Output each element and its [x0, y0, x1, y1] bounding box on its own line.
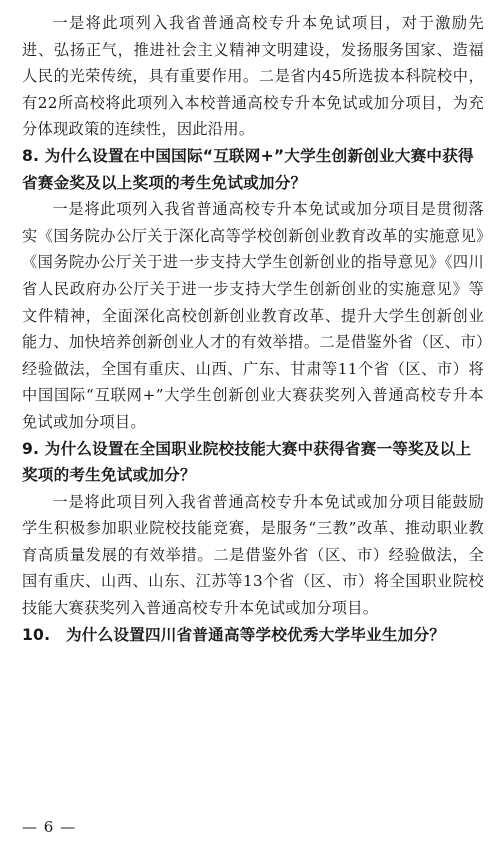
question-heading-10: 10. 为什么设置四川省普通高等学校优秀大学毕业生加分？ [22, 625, 446, 644]
paragraph-answer-9: 一是将此项目列入我省普通高校专升本免试或加分项目能鼓励学生积极参加职业院校技能竞赛，是服务“三教”改革、推动职业教育高质量发展的有效举措。二是借鉴外省（区、市）经验做法，全国有重庆、山西、山东、江苏等13个省（区、市）将全国职业院校技能大赛获奖列入普通高校专升本免试或加分项目。 [22, 492, 484, 618]
paragraph-answer-8: 一是将此项列入我省普通高校专升本免试或加分项目是贯彻落实《国务院办公厅关于深化高等学校创新创业教育改革的实施意见》《国务院办公厅关于进一步支持大学生创新创业的指导意见》《四川省人民政府办公厅关于进一步支持大学生创新创业的实施意见》等文件精神，全面深化高校创新创业教育改革、提升大学生创新创业能力、加快培养创新创业人才的有效举措。二是借鉴外省（区、市）经验做法，全国有重庆、山西、广东、甘肃等11个省（区、市）将中国国际“互联网+”大学生创新创业大赛获奖列入普通高校专升本免试或加分项目。 [22, 200, 484, 431]
paragraph-policy-rationale-7: 一是将此项列入我省普通高校专升本免试项目，对于激励先进、弘扬正气，推进社会主义精神文明建设，发扬服务国家、造福人民的光荣传统，具有重要作用。二是省内45所选拔本科院校中，有22所高校将此项列入本校普通高校专升本免试或加分项目，为充分体现政策的连续性，因此沿用。 [22, 14, 484, 139]
document-body [22, 10, 484, 648]
question-heading-8: 8. 为什么设置在中国国际“互联网+”大学生创新创业大赛中获得省赛金奖及以上奖项的考生免试或加分？ [22, 146, 474, 192]
question-heading-9: 9. 为什么设置在全国职业院校技能大赛中获得省赛一等奖及以上奖项的考生免试或加分？ [22, 439, 472, 485]
page-number: — 6 — [22, 818, 77, 836]
